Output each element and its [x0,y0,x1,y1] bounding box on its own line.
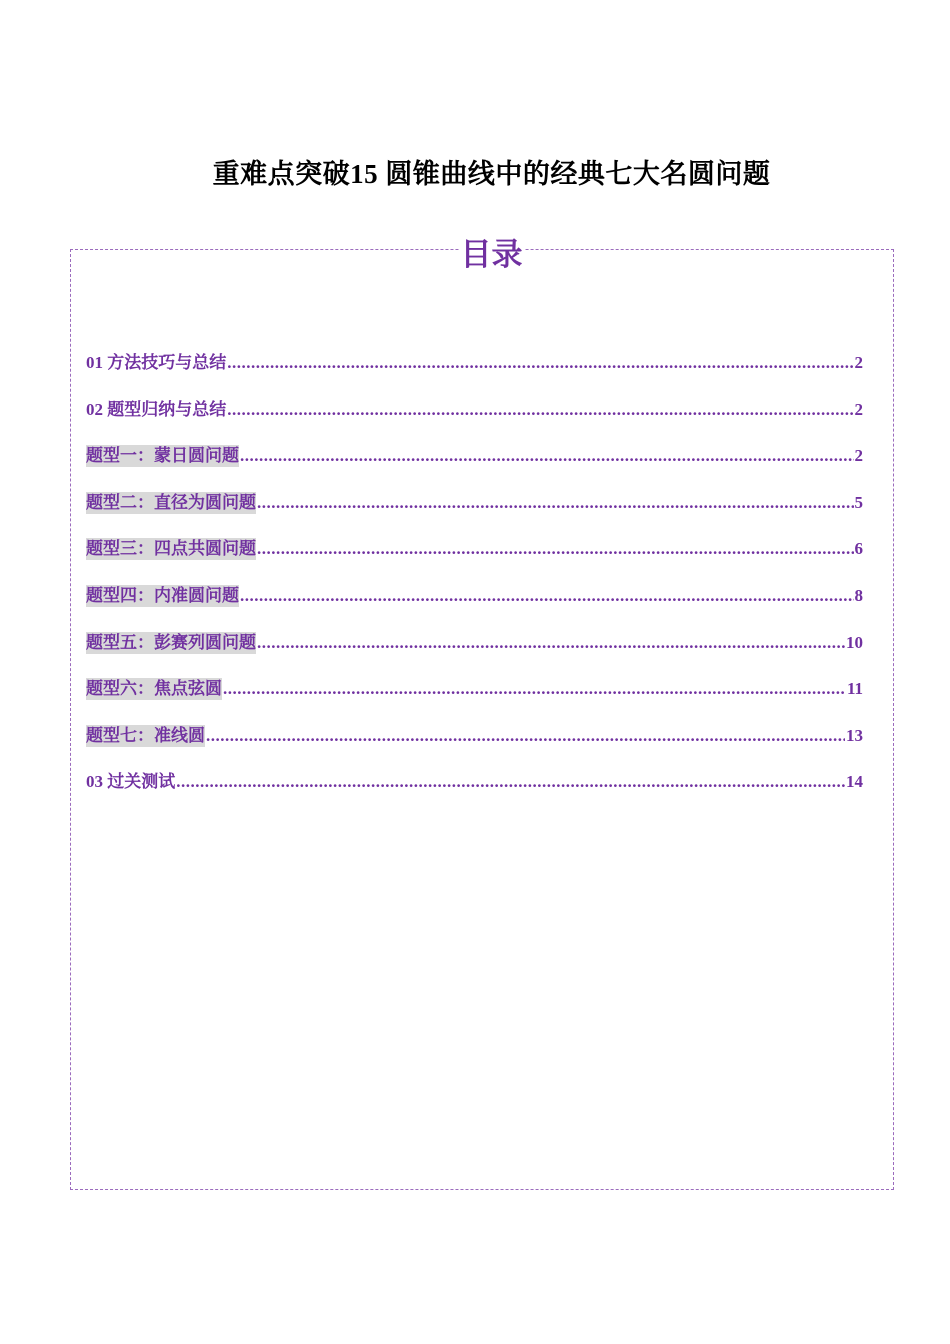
toc-dot-leader [176,771,845,793]
toc-entry-label[interactable]: 题型七：准线圆 [86,725,205,745]
toc-entry-type-4[interactable] [86,585,863,632]
toc-entry-label[interactable]: 题型三：四点共圆问题 [86,539,256,559]
toc-entry-methods[interactable] [86,352,863,399]
toc-entry-label[interactable]: 03 过关测试 [86,772,176,792]
toc-page-number[interactable]: 8 [854,585,863,605]
toc-dot-leader [206,725,845,747]
toc-dot-leader [227,352,853,374]
toc-entry-label[interactable]: 题型六：焦点弦圆 [86,679,222,699]
toc-dot-leader [227,399,853,421]
toc-dot-leader [257,538,854,560]
toc-entry-label[interactable]: 01 方法技巧与总结 [86,353,227,372]
toc-dot-leader [240,445,854,467]
toc-dot-leader [223,678,846,700]
toc-dot-leader [257,632,845,654]
toc-entry-type-2[interactable] [86,492,863,539]
toc-entry-type-6[interactable] [86,678,863,725]
toc-page-number[interactable]: 2 [854,399,863,419]
toc-entry-label[interactable]: 题型一：蒙日圆问题 [86,446,239,466]
toc-list [86,352,863,818]
toc-entry-label[interactable]: 题型五：彭赛列圆问题 [86,632,256,652]
toc-page-number[interactable]: 2 [854,446,863,466]
toc-page-number[interactable]: 13 [846,725,863,745]
toc-entry-label[interactable]: 02 题型归纳与总结 [86,399,227,419]
toc-entry-label[interactable]: 题型二：直径为圆问题 [86,492,256,512]
toc-entry-label[interactable]: 题型四：内准圆问题 [86,585,239,605]
toc-entry-type-5[interactable] [86,632,863,679]
toc-dot-leader [257,492,854,514]
toc-entry-type-1[interactable] [86,445,863,492]
toc-entry-type-7[interactable] [86,725,863,772]
toc-page-number[interactable]: 6 [854,539,863,559]
toc-heading [0,229,950,274]
document-title: 重难点突破15 圆锥曲线中的经典七大名圆问题 [212,159,771,189]
toc-heading-text: 目录 [460,237,523,273]
toc-page-number[interactable]: 14 [846,772,863,792]
toc-page-number[interactable]: 2 [854,353,863,372]
toc-entry-summary[interactable] [86,399,863,446]
toc-page-number[interactable]: 10 [846,632,863,652]
toc-entry-test[interactable] [86,771,863,818]
toc-page-number[interactable]: 11 [846,679,863,699]
toc-page-number[interactable]: 5 [854,492,863,512]
toc-dot-leader [240,585,854,607]
toc-entry-type-3[interactable] [86,538,863,585]
